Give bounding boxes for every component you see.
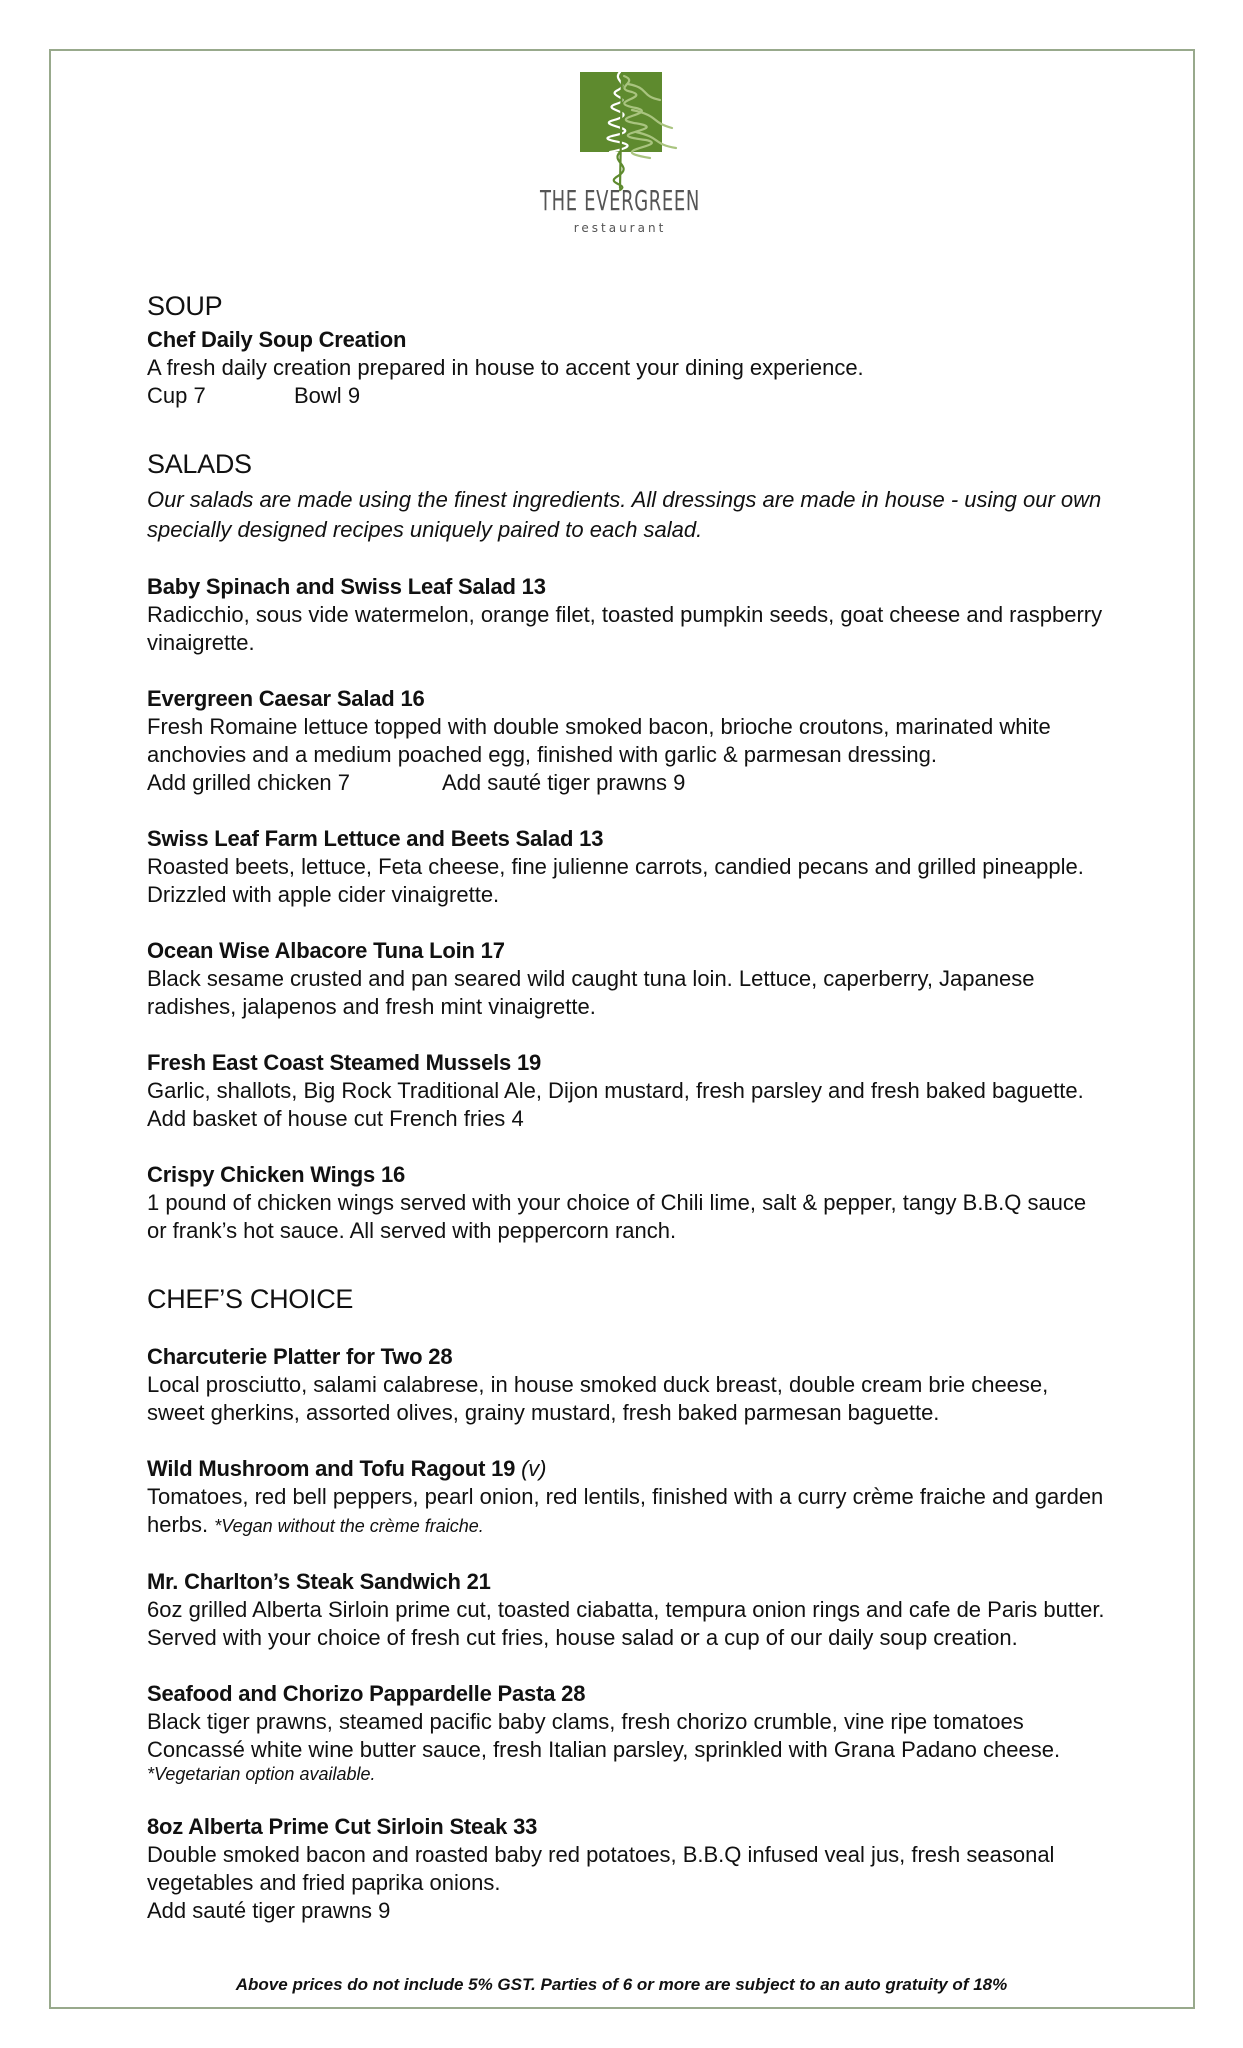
item-name: Wild Mushroom and Tofu Ragout	[147, 1456, 486, 1482]
footer-note: Above prices do not include 5% GST. Parties of 6 or more are subject to an auto gratuity of 18%	[235, 1975, 1008, 1994]
item-price: 28	[561, 1681, 586, 1707]
soup-section	[147, 290, 1107, 410]
menu-item	[147, 1343, 1107, 1427]
logo-name: THE EVERGREEN	[539, 184, 700, 217]
menu-item	[147, 1813, 1107, 1925]
menu-item	[147, 326, 1107, 410]
item-note: *Vegan without the crème fraiche.	[214, 1516, 484, 1537]
section-heading-soup: SOUP	[147, 291, 223, 321]
add-on-price: 4	[511, 1105, 524, 1131]
menu-item	[147, 825, 1107, 909]
item-price: 19	[491, 1456, 516, 1482]
menu-item	[147, 685, 1107, 797]
item-name: Evergreen Caesar Salad	[147, 685, 395, 711]
add-on-chicken: Add grilled chicken 7	[147, 769, 351, 795]
salads-intro: Our salads are made using the finest ingredients. All dressings are made in house - using our own specially designed recipes uniquely paired to each salad.	[147, 486, 1102, 542]
evergreen-logo	[500, 70, 740, 260]
option-bowl: Bowl 9	[294, 383, 361, 409]
item-description: Double smoked bacon and roasted baby red potatoes, B.B.Q infused veal jus, fresh seasonal vegetables and fried paprika onions.	[147, 1842, 1055, 1896]
menu-item	[147, 1161, 1107, 1245]
item-name: Fresh East Coast Steamed Mussels	[147, 1049, 512, 1075]
salads-section	[147, 448, 1107, 1244]
menu-item	[147, 573, 1107, 657]
menu-item	[147, 1680, 1107, 1785]
item-description: Tomatoes, red bell peppers, pearl onion, red lentils, finished with a curry crème fraiche and garden herbs.	[147, 1484, 1104, 1538]
item-options	[147, 382, 1107, 410]
item-description: 6oz grilled Alberta Sirloin prime cut, toasted ciabatta, tempura onion rings and cafe de Paris butter. Served with your choice of fresh cut fries, house salad or a cup of our daily soup creation.	[147, 1597, 1105, 1651]
item-name: Charcuterie Platter for Two	[147, 1344, 423, 1370]
item-name: Chef Daily Soup Creation	[147, 327, 407, 353]
item-description: Black tiger prawns, steamed pacific baby clams, fresh chorizo crumble, vine ripe tomatoes Concassé white wine butter sauce, fresh Italian parsley, sprinkled with Grana Padano cheese.	[147, 1709, 1061, 1763]
item-price: 19	[517, 1049, 542, 1075]
item-description: Local prosciutto, salami calabrese, in house smoked duck breast, double cream brie cheese, sweet gherkins, assorted olives, grainy mustard, fresh baked parmesan baguette.	[147, 1372, 1049, 1426]
item-note: *Vegetarian option available.	[147, 1764, 376, 1785]
chefs-choice-section	[147, 1283, 1107, 1925]
item-name: Baby Spinach and Swiss Leaf Salad	[147, 573, 516, 599]
item-name: Crispy Chicken Wings	[147, 1161, 376, 1187]
item-description: Fresh Romaine lettuce topped with double smoked bacon, brioche croutons, marinated white anchovies and a medium poached egg, finished with garlic & parmesan dressing.	[147, 713, 1051, 767]
menu-item	[147, 1455, 1107, 1540]
section-heading-chefs-choice: CHEF’S CHOICE	[147, 1283, 354, 1314]
item-description: Black sesame crusted and pan seared wild caught tuna loin. Lettuce, caperberry, Japanese radishes, jalapenos and fresh mint vinaigrette.	[147, 965, 1035, 1019]
item-name: Seafood and Chorizo Pappardelle Pasta	[147, 1681, 556, 1707]
item-price: 13	[521, 573, 546, 599]
item-price: 16	[381, 1161, 406, 1187]
item-add-ons: Add sauté tiger prawns 9	[147, 1898, 391, 1924]
item-price: 16	[400, 685, 425, 711]
add-on-prawns: Add sauté tiger prawns 9	[442, 769, 686, 795]
item-price: 13	[579, 825, 604, 851]
item-name: Swiss Leaf Farm Lettuce and Beets Salad	[147, 825, 574, 851]
item-price: 28	[428, 1344, 453, 1370]
vegan-tag: (v)	[521, 1456, 547, 1482]
item-description: Roasted beets, lettuce, Feta cheese, fine julienne carrots, candied pecans and grilled pineapple. Drizzled with apple cider vinaigrette.	[147, 853, 1084, 907]
logo-subtitle: restaurant	[573, 221, 667, 235]
item-name: Ocean Wise Albacore Tuna Loin	[147, 937, 475, 963]
menu-item	[147, 1049, 1107, 1133]
item-description: Garlic, shallots, Big Rock Traditional Ale, Dijon mustard, fresh parsley and fresh baked baguette. Add basket of house cut French fries	[147, 1077, 1084, 1131]
item-price: 33	[513, 1814, 538, 1840]
item-price: 17	[480, 937, 505, 963]
item-add-ons	[147, 769, 1107, 797]
item-name: 8oz Alberta Prime Cut Sirloin Steak	[147, 1814, 508, 1840]
section-heading-salads: SALADS	[147, 449, 252, 480]
item-description: Radicchio, sous vide watermelon, orange filet, toasted pumpkin seeds, goat cheese and raspberry vinaigrette.	[147, 601, 1103, 655]
item-price: 21	[466, 1569, 491, 1595]
item-description: A fresh daily creation prepared in house to accent your dining experience.	[147, 355, 864, 381]
menu-item	[147, 1568, 1107, 1652]
item-name: Mr. Charlton’s Steak Sandwich	[147, 1569, 461, 1595]
menu-item	[147, 937, 1107, 1021]
menu-content	[147, 290, 1107, 1925]
item-description: 1 pound of chicken wings served with your choice of Chili lime, salt & pepper, tangy B.B.Q sauce or frank’s hot sauce. All served with peppercorn ranch.	[147, 1189, 1087, 1243]
option-cup: Cup 7	[147, 383, 206, 409]
